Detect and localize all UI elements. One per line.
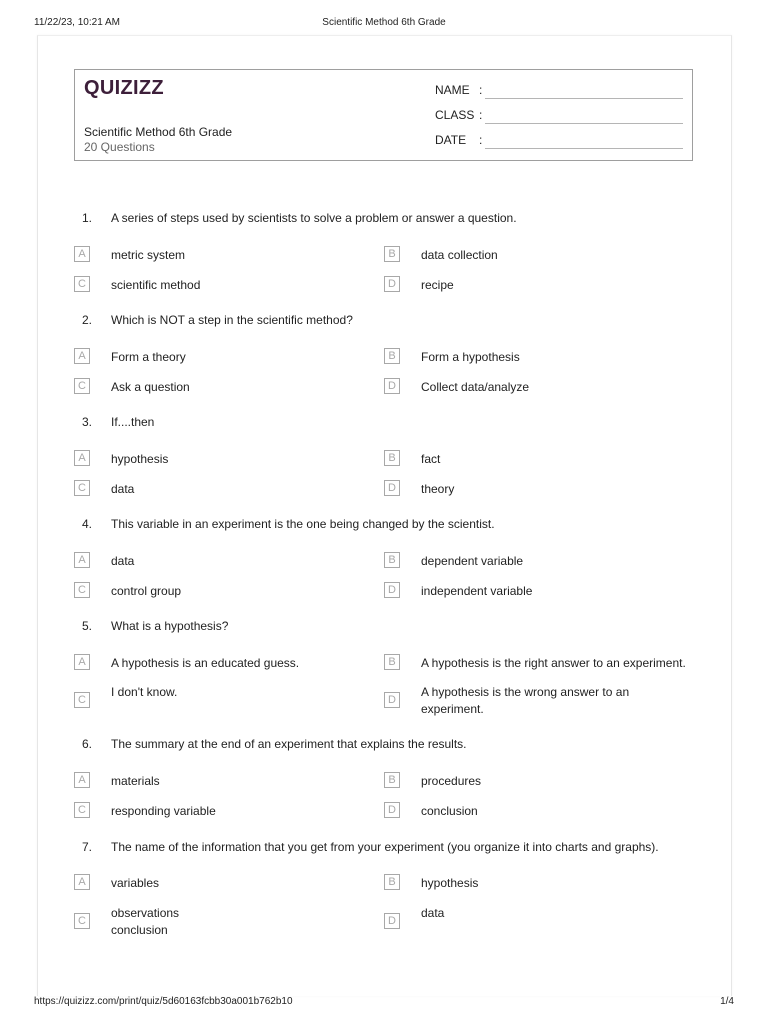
option-text: dependent variable	[421, 554, 524, 568]
quizizz-logo: QUIZIZZ	[84, 77, 164, 99]
question-text: A series of steps used by scientists to solve a problem or answer a question.	[111, 211, 517, 225]
option-text: A hypothesis is the right answer to an experiment.	[421, 656, 686, 670]
option-letter-box: D	[384, 913, 400, 929]
option-text: Collect data/analyze	[421, 380, 530, 394]
option-letter-box: B	[384, 772, 400, 788]
option-text: Ask a question	[111, 380, 190, 394]
option-letter-box: A	[74, 450, 90, 466]
page-number: 1/4	[720, 996, 734, 1007]
option-letter-box: B	[384, 348, 400, 364]
option-text: data	[111, 554, 135, 568]
name-colon: :	[479, 83, 483, 97]
class-line	[485, 123, 683, 124]
question-text: What is a hypothesis?	[111, 619, 229, 633]
option-letter-box: D	[384, 802, 400, 818]
question-number: 4.	[82, 517, 93, 531]
option-letter-box: C	[74, 802, 90, 818]
class-colon: :	[479, 108, 483, 122]
option-text: Form a theory	[111, 350, 186, 364]
option-text: data collection	[421, 248, 498, 262]
question-number: 5.	[82, 619, 93, 633]
option-text: responding variable	[111, 804, 216, 818]
option-text: observations conclusion	[111, 906, 180, 937]
print-datetime: 11/22/23, 10:21 AM	[34, 17, 120, 28]
question-number: 7.	[82, 840, 93, 854]
question-number: 1.	[82, 211, 93, 225]
option-letter-box: C	[74, 582, 90, 598]
date-line	[485, 148, 683, 149]
option-letter-box: B	[384, 450, 400, 466]
print-url: https://quizizz.com/print/quiz/5d60163fcbb30a001b762b10	[34, 996, 293, 1007]
option-text: hypothesis	[111, 452, 169, 466]
class-label: CLASS	[435, 108, 475, 122]
option-letter-box: A	[74, 348, 90, 364]
option-text: Form a hypothesis	[421, 350, 520, 364]
option-text: conclusion	[421, 804, 478, 818]
option-text: data	[111, 482, 135, 496]
date-label: DATE	[435, 133, 467, 147]
question-number: 2.	[82, 313, 93, 327]
question-count: 20 Questions	[84, 140, 155, 154]
worksheet-header	[74, 69, 693, 161]
option-text: materials	[111, 774, 160, 788]
option-text: A hypothesis is the wrong answer to an experiment.	[421, 685, 630, 716]
option-text: control group	[111, 584, 182, 598]
option-letter-box: D	[384, 480, 400, 496]
option-text: metric system	[111, 248, 186, 262]
option-text: A hypothesis is an educated guess.	[111, 656, 300, 670]
question-text: This variable in an experiment is the one being changed by the scientist.	[111, 517, 495, 531]
question-text: Which is NOT a step in the scientific method?	[111, 313, 353, 327]
option-text: procedures	[421, 774, 482, 788]
option-letter-box: A	[74, 772, 90, 788]
option-letter-box: B	[384, 552, 400, 568]
option-text: independent variable	[421, 584, 533, 598]
option-letter-box: B	[384, 246, 400, 262]
option-text: scientific method	[111, 278, 201, 292]
question-number: 6.	[82, 737, 93, 751]
option-text: variables	[111, 876, 160, 890]
print-header	[0, 17, 768, 29]
option-letter-box: B	[384, 654, 400, 670]
option-letter-box: B	[384, 874, 400, 890]
name-label: NAME	[435, 83, 470, 97]
option-text: I don't know.	[111, 685, 178, 699]
question-text: If....then	[111, 415, 155, 429]
option-letter-box: A	[74, 552, 90, 568]
option-letter-box: D	[384, 378, 400, 394]
option-text: fact	[421, 452, 441, 466]
option-text: data	[421, 906, 445, 920]
option-text: recipe	[421, 278, 454, 292]
quiz-title: Scientific Method 6th Grade	[84, 125, 233, 139]
option-letter-box: C	[74, 480, 90, 496]
option-text: hypothesis	[421, 876, 479, 890]
question-text: The name of the information that you get from your experiment (you organize it into charts and graphs).	[111, 840, 659, 854]
class-field	[435, 108, 685, 124]
option-letter-box: A	[74, 654, 90, 670]
option-letter-box: A	[74, 874, 90, 890]
option-letter-box: D	[384, 582, 400, 598]
print-title: Scientific Method 6th Grade	[322, 17, 446, 28]
question-number: 3.	[82, 415, 93, 429]
option-letter-box: A	[74, 246, 90, 262]
date-field	[435, 133, 685, 149]
option-letter-box: C	[74, 692, 90, 708]
option-letter-box: D	[384, 276, 400, 292]
option-letter-box: C	[74, 378, 90, 394]
option-letter-box: C	[74, 913, 90, 929]
name-line	[485, 98, 683, 99]
date-colon: :	[479, 133, 483, 147]
name-field	[435, 83, 685, 99]
option-text: theory	[421, 482, 455, 496]
option-letter-box: C	[74, 276, 90, 292]
option-letter-box: D	[384, 692, 400, 708]
question-text: The summary at the end of an experiment that explains the results.	[111, 737, 467, 751]
